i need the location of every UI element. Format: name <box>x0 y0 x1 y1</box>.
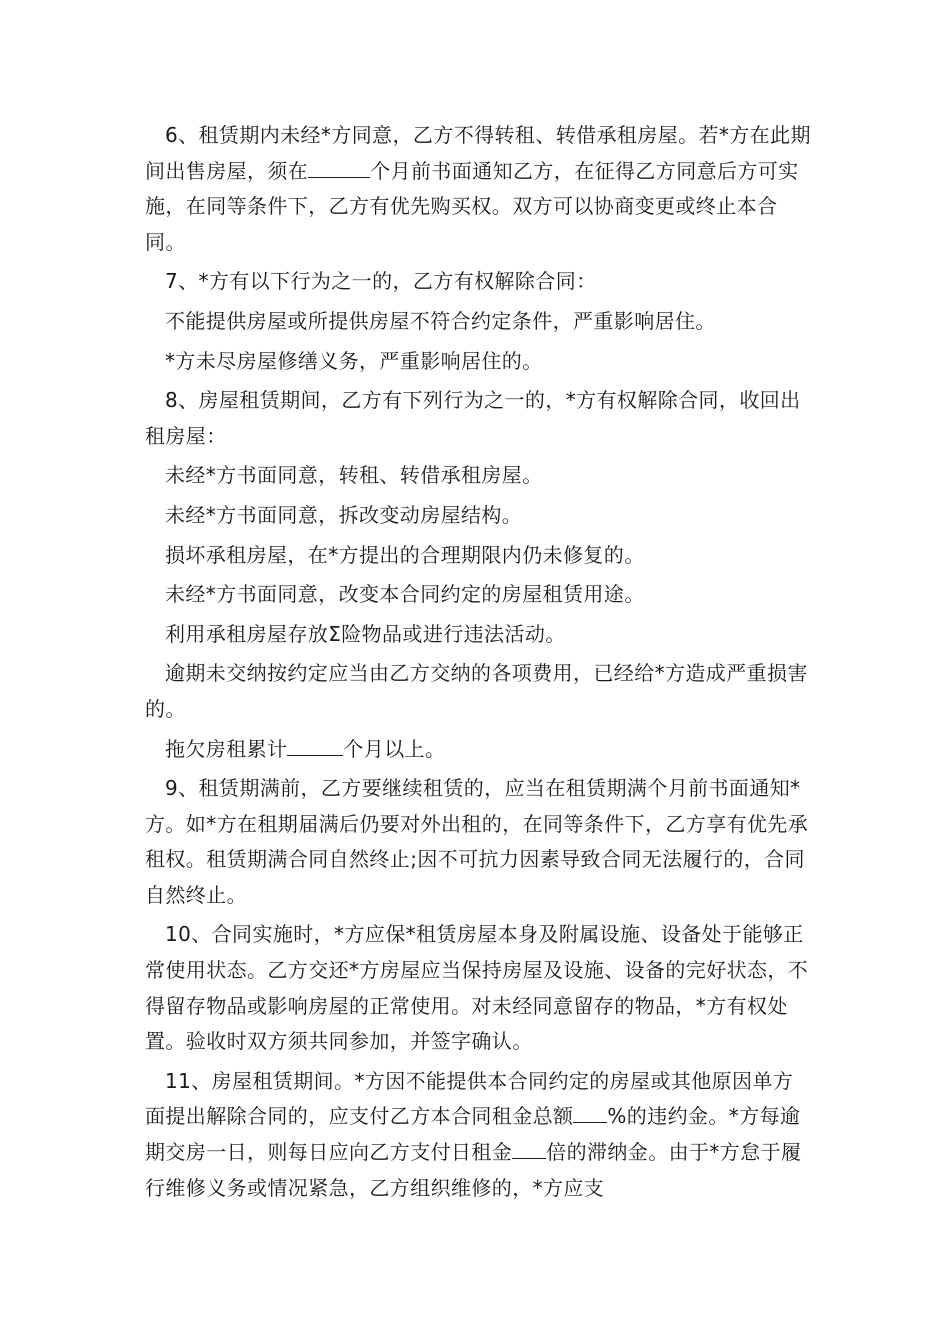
clause-item <box>145 617 813 653</box>
document-body <box>145 118 813 1206</box>
blank-penalty-percent <box>573 1100 607 1123</box>
blank-months-notice <box>308 155 370 178</box>
clause-text: 未经*方书面同意，转租、转借承租房屋。 <box>165 463 543 488</box>
clause-text: 不能提供房屋或所提供房屋不符合约定条件，严重影响居住。 <box>165 308 716 333</box>
clause-9 <box>145 771 813 913</box>
blank-months-arrears <box>287 733 343 756</box>
clause-6 <box>145 118 813 260</box>
clause-text: 8、房屋租赁期间，乙方有下列行为之一的，*方有权解除合同，收回出租房屋： <box>145 388 801 448</box>
clause-text: 损坏承租房屋，在*方提出的合理期限内仍未修复的。 <box>165 542 645 567</box>
clause-item <box>145 498 813 534</box>
clause-text: 利用承租房屋存放Σ险物品或进行违法活动。 <box>165 621 566 646</box>
clause-text: 逾期未交纳按约定应当由乙方交纳的各项费用，已经给*方造成严重损害的。 <box>145 661 808 721</box>
clause-text: %的违约金。*方每逾期交房一日，则每日应向乙方支付日租金 <box>145 1104 801 1165</box>
clause-item <box>145 304 813 340</box>
clause-text: 个月前书面通知乙方，在征得乙方同意后方可实施，在同等条件下，乙方有优先购买权。双方可以协商变更或终止本合同。 <box>145 158 799 254</box>
clause-text: 拖欠房租累计 <box>165 736 288 761</box>
clause-item <box>145 344 813 380</box>
clause-item <box>145 458 813 494</box>
clause-item <box>145 656 813 727</box>
clause-text: 10、合同实施时，*方应保*租赁房屋本身及附属设施、设备处于能够正常使用状态。乙方交还*方房屋应当保持房屋及设施、设备的完好状态，不得留存物品或影响房屋的正常使用。对未经同意留存的物品，*方有权处置。验收时双方须共同参加，并签字确认。 <box>145 922 809 1054</box>
clause-text: *方未尽房屋修缮义务，严重影响居住的。 <box>165 348 543 373</box>
clause-10 <box>145 917 813 1059</box>
clause-item <box>145 577 813 613</box>
clause-text: 6、租赁期内未经*方同意，乙方不得转租、转借承租房屋。若*方在此期间出售房屋，须在 <box>145 123 811 183</box>
clause-text: 倍的滞纳金。由于*方怠于履行维修义务或情况紧急，乙方组织维修的，*方应支 <box>145 1140 802 1200</box>
clause-item <box>145 732 813 768</box>
clause-item <box>145 538 813 574</box>
blank-late-fee-multiple <box>512 1136 546 1159</box>
clause-text: 11、房屋租赁期间。*方因不能提供本合同约定的房屋或其他原因单方面提出解除合同的，应支付乙方本合同租金总额 <box>145 1068 794 1129</box>
clause-8 <box>145 383 813 454</box>
clause-7 <box>145 264 813 300</box>
clause-text: 9、租赁期满前，乙方要继续租赁的，应当在租赁期满个月前书面通知*方。如*方在租期届满后仍要对外出租的，在同等条件下，乙方享有优先承租权。租赁期满合同自然终止;因不可抗力因素导致合同无法履行的，合同自然终止。 <box>145 776 809 907</box>
clause-text: 个月以上。 <box>343 736 446 761</box>
clause-text: 7、*方有以下行为之一的，乙方有权解除合同： <box>165 269 597 294</box>
clause-11 <box>145 1064 813 1206</box>
clause-text: 未经*方书面同意，拆改变动房屋结构。 <box>165 502 523 527</box>
clause-text: 未经*方书面同意，改变本合同约定的房屋租赁用途。 <box>165 582 645 607</box>
